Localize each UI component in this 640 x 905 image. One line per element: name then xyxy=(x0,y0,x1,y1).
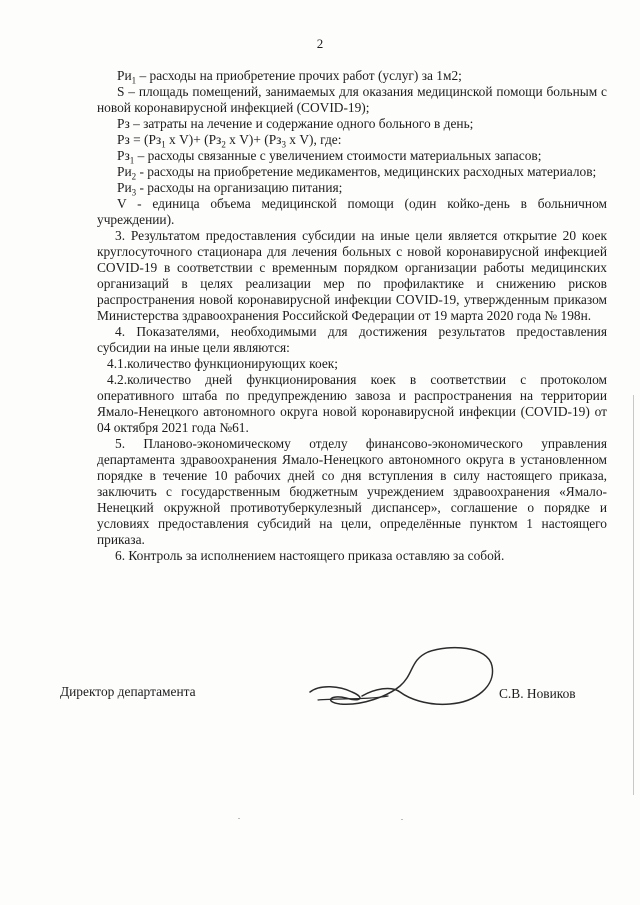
paragraph-4-1: 4.1.количество функционирующих коек; xyxy=(107,356,339,371)
definition-v: V - единица объема медицинской помощи (один койко-день в больничном учреждении). xyxy=(97,196,607,227)
scan-artifact-dot xyxy=(238,818,240,819)
handwritten-signature xyxy=(300,640,500,720)
definition-s: S – площадь помещений, занимаемых для оказания медицинской помощи больным с новой коронавирусной инфекцией (COVID-19); xyxy=(97,84,607,115)
paragraph-4-2: 4.2.количество дней функционирования коек в соответствии с протоколом оперативного штаба по предупреждению завоза и распространения на территории Ямало-Ненецкого автономного округа новой коронавирусной инфекции (COVID-19) от 04 октября 2021 года №61. xyxy=(97,372,607,435)
paragraph-6: 6. Контроль за исполнением настоящего приказа оставляю за собой. xyxy=(115,548,505,563)
paragraph-3: 3. Результатом предоставления субсидии на иные цели является открытие 20 коек круглосуточного стационара для лечения больных с новой коронавирусной инфекцией COVID-19 в соответствии с временным порядком организации работы медицинских организаций в целях реализации мер по профилактике и снижению рисков распространения новой коронавирусной инфекции COVID-19, утвержденным приказом Министерства здравоохранения Российской Федерации от 19 марта 2020 года № 198н. xyxy=(97,228,607,323)
definition-ri2: $Ри_2$ - расходы на приобретение медикаментов, медицинских расходных материалов; xyxy=(117,164,597,182)
paragraph-4: 4. Показателями, необходимыми для достижения результатов предоставления субсидии на иные цели являются: xyxy=(97,324,607,355)
page-number: 2 xyxy=(316,36,324,51)
document-body xyxy=(97,68,607,564)
definition-ri3: $Ри_3$ - расходы на организацию питания; xyxy=(117,180,343,198)
definition-rz1: $Рз_1$ – расходы связанные с увеличением стоимости материальных запасов; xyxy=(117,148,542,166)
definition-rz: Рз – затраты на лечение и содержание одного больного в день; xyxy=(117,116,474,131)
formula-rz: Рз = ($Рз_1$ х $V)+ (Рз_2$ х $V)+ (Рз_3$ х V), где: xyxy=(117,132,342,150)
paragraph-5: 5. Планово-экономическому отделу финансово-экономического управления департамента здравоохранения Ямало-Ненецкого автономного округа в установленном порядке в течение 10 рабочих дней со дня вступления в силу настоящего приказа, заключить с государственным бюджетным учреждением здравоохранения «Ямало-Ненецкий окружной противотуберкулезный диспансер», соглашение о порядке и условиях предоставления субсидий на цели, определённые пунктом 1 настоящего приказа. xyxy=(97,436,607,547)
scan-artifact-line xyxy=(633,395,634,795)
signature-block xyxy=(0,640,640,730)
scan-artifact-dot xyxy=(401,819,403,820)
signer-name: С.В. Новиков xyxy=(499,686,576,701)
signer-title: Директор департамента xyxy=(60,684,196,699)
definition-ri1: $Ри_1$ – расходы на приобретение прочих работ (услуг) за 1м2; xyxy=(117,68,462,86)
